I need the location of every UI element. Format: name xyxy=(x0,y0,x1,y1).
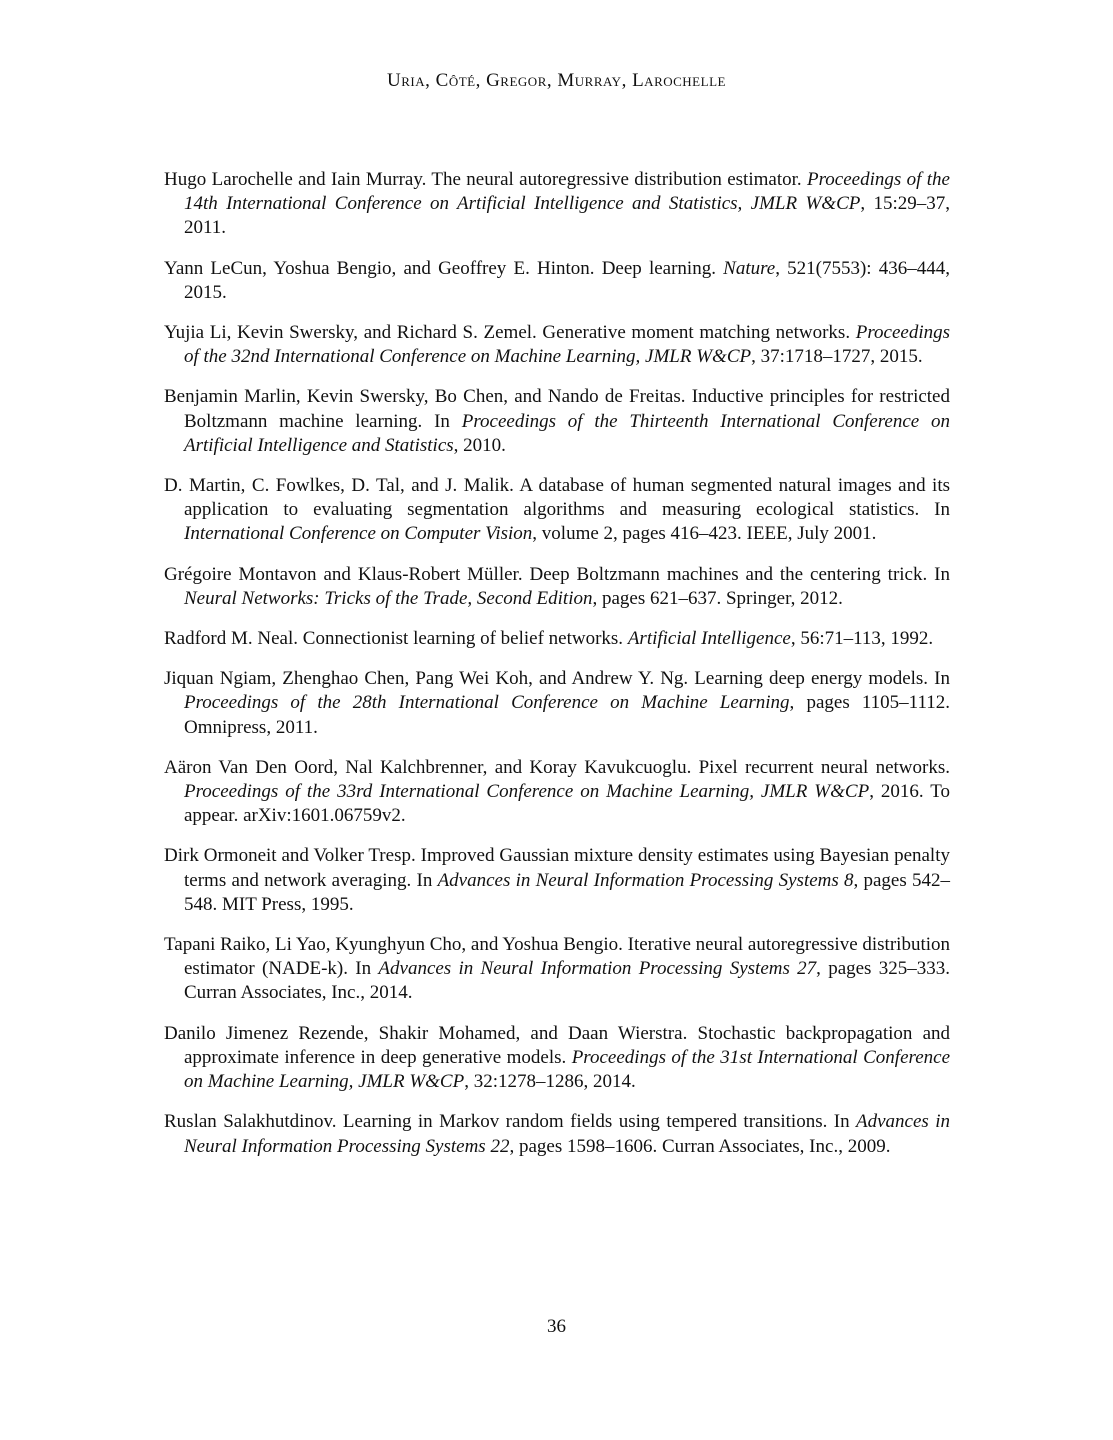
reference-text: Danilo Jimenez Rezende, Shakir Mohamed, and Daan Wierstra. Stochastic backpropagation and approximate inference in deep generative models. xyxy=(164,1022,950,1068)
reference-venue: Neural Networks: Tricks of the Trade, Second Edition xyxy=(184,587,593,609)
reference-item xyxy=(164,1022,950,1095)
reference-item xyxy=(164,756,950,829)
reference-text: Yann LeCun, Yoshua Bengio, and Geoffrey E. Hinton. Deep learning. xyxy=(164,257,724,279)
reference-venue: Proceedings of the 33rd International Conference on Machine Learning, JMLR W&CP xyxy=(184,781,870,803)
reference-text: Jiquan Ngiam, Zhenghao Chen, Pang Wei Koh, and Andrew Y. Ng. Learning deep energy models. In xyxy=(164,668,950,690)
reference-item xyxy=(164,1110,950,1158)
reference-details: , 15:29–37, 2011. xyxy=(184,193,951,239)
reference-details: , pages 621–637. Springer, 2012. xyxy=(592,587,843,609)
reference-list xyxy=(164,168,950,1175)
reference-venue: International Conference on Computer Vision xyxy=(184,523,533,545)
reference-venue: Proceedings of the Thirteenth International Conference on Artificial Intelligence and Statistics xyxy=(184,410,950,456)
reference-venue: Proceedings of the 32nd International Conference on Machine Learning, JMLR W&CP xyxy=(184,322,950,368)
reference-venue: Advances in Neural Information Processing Systems 8 xyxy=(437,869,854,891)
reference-item xyxy=(164,257,950,305)
reference-text: Aäron Van Den Oord, Nal Kalchbrenner, and Koray Kavukcuoglu. Pixel recurrent neural networks. xyxy=(164,756,950,778)
page-number: 36 xyxy=(547,1316,566,1337)
reference-text: D. Martin, C. Fowlkes, D. Tal, and J. Malik. A database of human segmented natural images and its application to evaluating segmentation algorithms and measuring ecological statistics. In xyxy=(164,475,950,521)
reference-details: , pages 1105–1112. Omnipress, 2011. xyxy=(184,692,950,738)
reference-venue: Advances in Neural Information Processing Systems 22 xyxy=(184,1111,950,1157)
reference-venue: Advances in Neural Information Processing Systems 27 xyxy=(378,958,817,980)
reference-venue: Nature xyxy=(723,257,776,279)
reference-venue: Proceedings of the 28th International Conference on Machine Learning xyxy=(184,692,790,714)
reference-details: , 32:1278–1286, 2014. xyxy=(464,1071,636,1093)
reference-item xyxy=(164,667,950,740)
reference-details: , pages 1598–1606. Curran Associates, Inc., 2009. xyxy=(509,1135,891,1157)
reference-item xyxy=(164,168,950,241)
reference-item xyxy=(164,933,950,1006)
reference-item xyxy=(164,844,950,917)
reference-text: Dirk Ormoneit and Volker Tresp. Improved Gaussian mixture density estimates using Bayesian penalty terms and network averaging. In xyxy=(164,845,950,891)
reference-venue: Artificial Intelligence xyxy=(627,628,791,650)
reference-details: , volume 2, pages 416–423. IEEE, July 2001. xyxy=(532,523,877,545)
reference-text: Ruslan Salakhutdinov. Learning in Markov random fields using tempered transitions. In xyxy=(164,1111,856,1133)
reference-details: , pages 542–548. MIT Press, 1995. xyxy=(184,869,950,915)
reference-item xyxy=(164,474,950,547)
reference-details: , 2016. To appear. arXiv:1601.06759v2. xyxy=(184,781,950,827)
reference-text: Yujia Li, Kevin Swersky, and Richard S. Zemel. Generative moment matching networks. xyxy=(164,322,856,344)
reference-details: , 521(7553): 436–444, 2015. xyxy=(184,257,950,303)
reference-venue: Proceedings of the 14th International Conference on Artificial Intelligence and Statistics, JMLR W&CP xyxy=(184,169,950,215)
reference-text: Radford M. Neal. Connectionist learning of belief networks. xyxy=(164,628,628,650)
reference-text: Benjamin Marlin, Kevin Swersky, Bo Chen, and Nando de Freitas. Inductive principles for restricted Boltzmann machine learning. In xyxy=(164,386,950,432)
reference-details: , 37:1718–1727, 2015. xyxy=(751,346,923,368)
reference-text: Tapani Raiko, Li Yao, Kyunghyun Cho, and Yoshua Bengio. Iterative neural autoregressive distribution estimator (NADE-k). In xyxy=(164,934,951,980)
reference-venue: Proceedings of the 31st International Conference on Machine Learning, JMLR W&CP xyxy=(184,1046,950,1093)
reference-item xyxy=(164,385,950,458)
reference-text: Grégoire Montavon and Klaus-Robert Müller. Deep Boltzmann machines and the centering trick. In xyxy=(164,563,950,585)
reference-details: , pages 325–333. Curran Associates, Inc., 2014. xyxy=(184,958,950,1004)
reference-details: , 56:71–113, 1992. xyxy=(790,628,934,650)
reference-item xyxy=(164,627,950,651)
reference-text: Hugo Larochelle and Iain Murray. The neural autoregressive distribution estimator. xyxy=(164,169,807,190)
reference-item xyxy=(164,321,950,369)
running-head: Uria, Côté, Gregor, Murray, Larochelle xyxy=(387,70,726,91)
reference-item xyxy=(164,563,950,611)
reference-details: , 2010. xyxy=(453,434,506,456)
